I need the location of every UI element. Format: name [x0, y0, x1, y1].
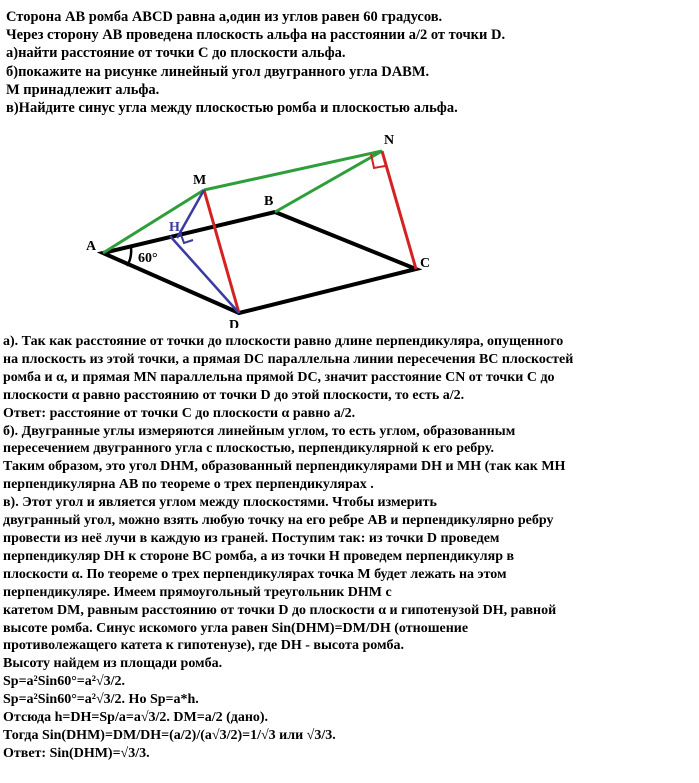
solution-line: Таким образом, это угол DHM, образованный перпендикулярами DH и MH (так как MH	[3, 459, 566, 475]
label-h: H	[169, 220, 180, 235]
label-b: B	[264, 194, 274, 209]
label-a: A	[86, 239, 97, 254]
solution-line: в). Этот угол и является углом между плоскостями. Чтобы измерить	[3, 495, 437, 511]
solution-line: перпендикуляре. Имеем прямоугольный треугольник DHM с	[3, 584, 392, 600]
solution-line: а). Так как расстояние от точки до плоскости равно длине перпендикуляра, опущенного	[3, 334, 564, 349]
solution-line: Высоту найдем из площади ромба.	[3, 656, 223, 672]
solution-line: Ответ: Sin(DHM)=√3/3.	[3, 745, 150, 761]
line-mn	[204, 151, 382, 190]
solution-line: плоскости α. По теореме о трех перпендикулярах точка М будет лежать на этом	[3, 566, 507, 582]
solution-line: двугранный угол, можно взять любую точку на его ребре АВ и перпендикулярно ребру	[3, 513, 554, 529]
solution-line: Отсюда h=DH=Sp/a=a√3/2. DM=a/2 (дано).	[3, 710, 269, 726]
problem-line: Сторона АВ ромба ABCD равна а,один из углов равен 60 градусов.	[6, 9, 443, 25]
line-bn	[275, 151, 382, 212]
label-m: M	[193, 173, 207, 188]
label-n: N	[384, 133, 395, 148]
solution-line: высоте ромба. Синус искомого угла равен Sin(DHM)=DM/DH (отношение	[3, 620, 469, 636]
solution-line: на плоскость из этой точки, а прямая DC параллельна линии пересечения ВС плоскостей	[3, 351, 574, 367]
solution-line: пересечением двугранного угла с плоскостью, перпендикулярной к его ребру.	[3, 441, 494, 457]
solution-line: перпендикуляр DH к стороне ВС ромба, а из точки Н проведем перпендикуляр в	[3, 548, 515, 564]
problem-line: а)найти расстояние от точки С до плоскости альфа.	[6, 45, 346, 62]
solution-line: Sp=a²Sin60°=a²√3/2.	[3, 674, 126, 690]
solution-line: б). Двугранные углы измеряются линейным углом, то есть углом, образованным	[3, 423, 516, 439]
solution-text	[3, 333, 697, 763]
problem-line: M принадлежит альфа.	[6, 81, 160, 98]
solution-line: противолежащего катета к гипотенузе), где DH - высота ромба.	[3, 638, 405, 654]
geometry-figure	[0, 128, 699, 328]
problem-line: в)Найдите синус угла между плоскостью ромба и плоскостью альфа.	[6, 100, 458, 117]
line-am	[103, 190, 204, 253]
label-c: C	[420, 256, 431, 271]
label-d: D	[229, 318, 240, 328]
solution-line: плоскости α равно расстоянию от точки D до этой плоскости, то есть а/2.	[3, 387, 465, 403]
problem-line: б)покажите на рисунке линейный угол двугранного угла DABM.	[6, 63, 430, 80]
line-nc	[382, 151, 416, 269]
label-angle-60: 60°	[138, 251, 158, 266]
solution-line: провести из неё лучи в каждую из граней. Поступим так: из точки D проведем	[3, 530, 500, 546]
solution-line: Тогда Sin(DHM)=DM/DH=(a/2)/(a√3/2)=1/√3 или √3/3.	[3, 727, 336, 743]
solution-line: Ответ: расстояние от точки С до плоскости α равно а/2.	[3, 405, 356, 421]
solution-line: катетом DM, равным расстоянию от точки D до плоскости α и гипотенузой DH, равной	[3, 602, 557, 618]
problem-line: Через сторону АВ проведена плоскость альфа на расстоянии а/2 от точки D.	[6, 27, 506, 44]
solution-line: перпендикулярна АВ по теореме о трех перпендикулярах .	[3, 477, 374, 493]
solution-line: Sp=a²Sin60°=a²√3/2. Но Sp=a*h.	[3, 692, 199, 708]
problem-statement	[6, 8, 696, 117]
solution-line: ромба и α, и прямая MN параллельна прямой DC, значит расстояние CN от точки С до	[3, 369, 555, 385]
